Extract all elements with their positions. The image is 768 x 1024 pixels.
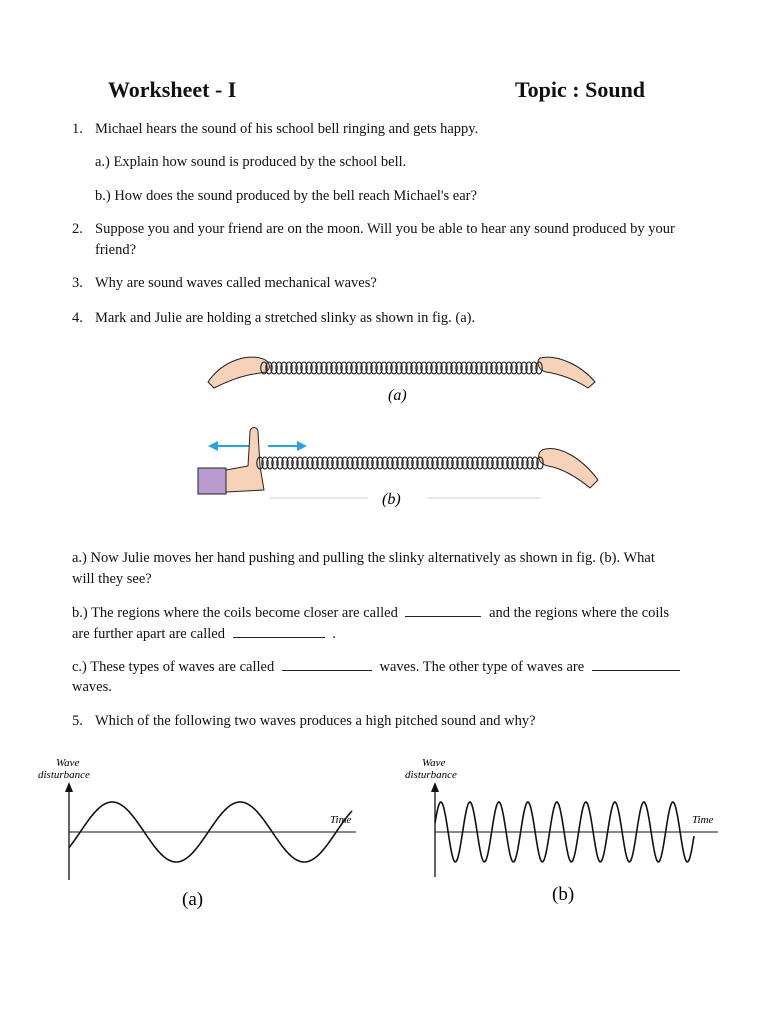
question-4-text: Mark and Julie are holding a stretched slinky as shown in fig. (a). bbox=[95, 310, 476, 326]
wave-a-xlabel: Time bbox=[330, 814, 352, 826]
question-4c-part1: c.) These types of waves are called bbox=[72, 659, 275, 675]
question-1a-text: a.) Explain how sound is produced by the school bell. bbox=[95, 154, 407, 170]
wave-a-caption: (a) bbox=[182, 889, 204, 910]
topic-title: Topic : Sound bbox=[515, 77, 646, 102]
question-4a-line1: a.) Now Julie moves her hand pushing and pulling the slinky alternatively as shown in fig. (b). What bbox=[72, 550, 655, 566]
question-2-number: 2. bbox=[72, 221, 83, 237]
question-4b-line1 bbox=[72, 602, 669, 624]
slinky-b bbox=[198, 428, 598, 509]
wave-figure-a bbox=[30, 752, 370, 917]
left-arrowhead bbox=[208, 441, 218, 451]
question-5-text: Which of the following two waves produces a high pitched sound and why? bbox=[95, 713, 536, 729]
question-4c-part2: waves. The other type of waves are bbox=[379, 659, 585, 675]
question-4b-part4: . bbox=[332, 626, 336, 642]
question-4b-part2: and the regions where the coils bbox=[489, 605, 670, 621]
question-4-number: 4. bbox=[72, 310, 83, 326]
right-hand-a bbox=[538, 357, 595, 388]
label-b: (b) bbox=[382, 491, 401, 508]
answer-blank-1[interactable] bbox=[405, 602, 481, 617]
wave-b-ylabel-line1: Wave bbox=[422, 757, 446, 769]
question-2-line1: Suppose you and your friend are on the moon. Will you be able to hear any sound produced by your bbox=[95, 221, 675, 237]
label-a: (a) bbox=[388, 387, 407, 404]
question-1-text: Michael hears the sound of his school bell ringing and gets happy. bbox=[95, 121, 479, 137]
left-hand-b bbox=[226, 428, 264, 493]
worksheet-title: Worksheet - I bbox=[108, 77, 237, 102]
wave-a-ylabel-line1: Wave bbox=[56, 757, 80, 769]
question-5-number: 5. bbox=[72, 713, 83, 729]
slinky-a bbox=[208, 357, 595, 404]
slinky-coils-a bbox=[261, 362, 542, 374]
sleeve bbox=[198, 468, 226, 494]
question-4b-part1: b.) The regions where the coils become closer are called bbox=[72, 605, 398, 621]
question-3-number: 3. bbox=[72, 275, 83, 291]
wave-b-y-arrowhead bbox=[431, 782, 439, 792]
question-4b-line2 bbox=[72, 623, 336, 645]
wave-b-caption: (b) bbox=[552, 884, 575, 905]
question-1b-text: b.) How does the sound produced by the bell reach Michael's ear? bbox=[95, 188, 477, 204]
wave-b-ylabel-line2: disturbance bbox=[405, 769, 457, 781]
question-4a-line2: will they see? bbox=[72, 571, 152, 587]
wave-a-ylabel-line2: disturbance bbox=[38, 769, 90, 781]
wave-a-y-arrowhead bbox=[65, 782, 73, 792]
answer-blank-3[interactable] bbox=[282, 656, 372, 671]
question-4c-line1 bbox=[72, 656, 684, 678]
question-4b-part3: are further apart are called bbox=[72, 626, 225, 642]
right-arrowhead bbox=[297, 441, 307, 451]
answer-blank-2[interactable] bbox=[233, 623, 325, 638]
question-3-text: Why are sound waves called mechanical waves? bbox=[95, 275, 377, 291]
answer-blank-4[interactable] bbox=[592, 656, 680, 671]
slinky-coils-b bbox=[257, 457, 543, 469]
wave-figure-b bbox=[400, 752, 730, 917]
wave-b-xlabel: Time bbox=[692, 814, 714, 826]
question-1-number: 1. bbox=[72, 121, 83, 137]
question-2-line2: friend? bbox=[95, 242, 137, 258]
left-hand-a bbox=[208, 357, 269, 388]
right-hand-b bbox=[539, 449, 598, 488]
slinky-figure bbox=[190, 340, 615, 530]
question-4c-line2: waves. bbox=[72, 679, 112, 695]
